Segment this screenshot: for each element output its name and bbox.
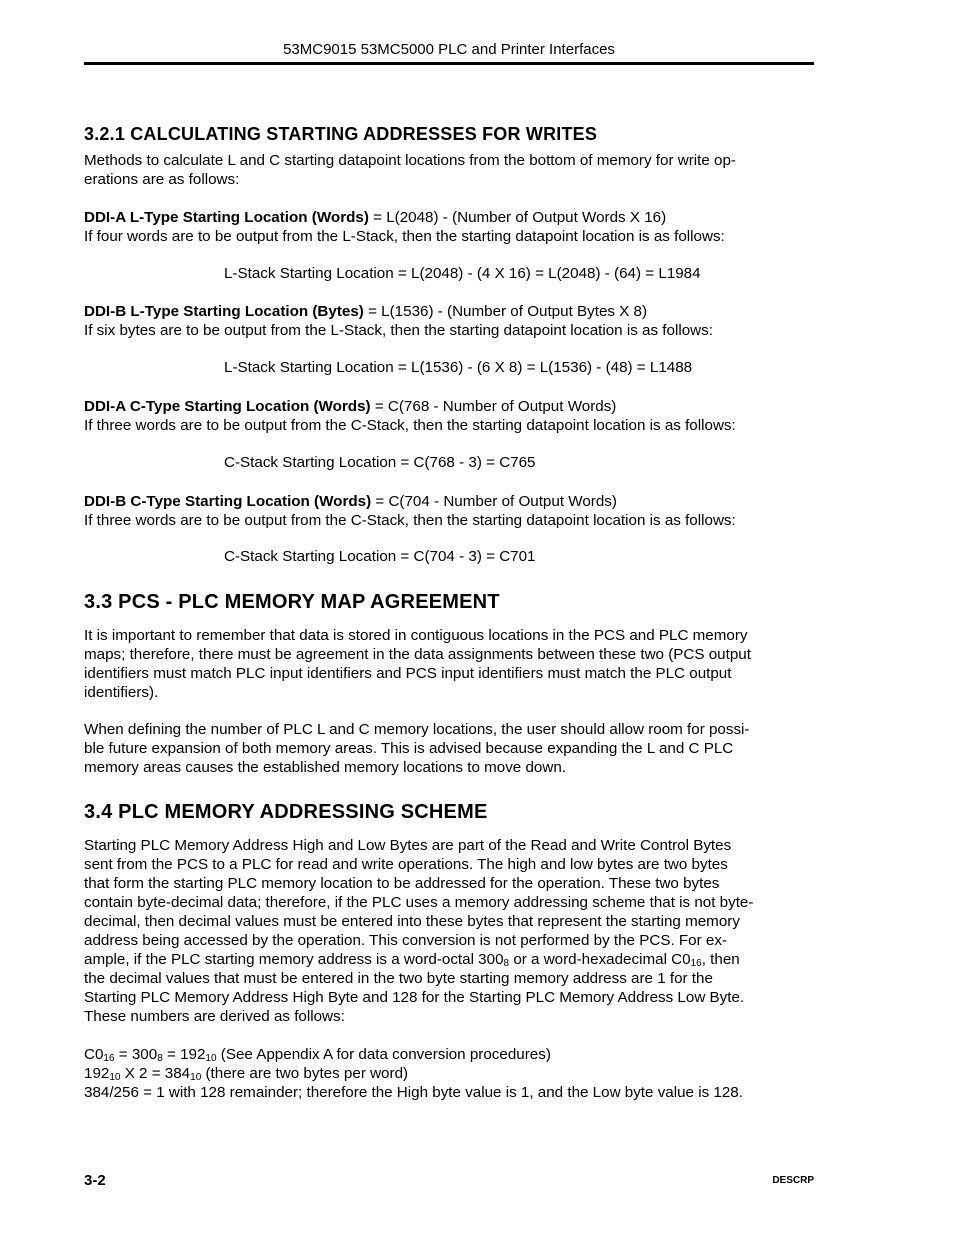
- ddi-b-c-block: [84, 492, 824, 530]
- conversion-line: 384/256 = 1 with 128 remainder; therefore the High byte value is 1, and the Low byte value is 128.: [84, 1084, 743, 1101]
- text-line: address being accessed by the operation. This conversion is not performed by the PCS. For ex-: [84, 932, 727, 949]
- page-number: 3-2: [84, 1172, 106, 1189]
- ddi-b-l-block: [84, 302, 824, 340]
- text-line: Methods to calculate L and C starting datapoint locations from the bottom of memory for write op-: [84, 152, 736, 169]
- page-header: 53MC9015 53MC5000 PLC and Printer Interfaces: [283, 41, 615, 58]
- formula: = L(1536) - (Number of Output Bytes X 8): [363, 303, 648, 320]
- text-line: the decimal values that must be entered in the two byte starting memory address are 1 for the: [84, 970, 713, 987]
- equation: L-Stack Starting Location = L(2048) - (4 X 16) = L(2048) - (64) = L1984: [224, 265, 701, 282]
- text-line: If four words are to be output from the L-Stack, then the starting datapoint location is as follows:: [84, 228, 725, 245]
- paragraph: [84, 836, 824, 1026]
- ddi-a-l-block: [84, 208, 824, 246]
- formula: = C(704 - Number of Output Words): [371, 493, 617, 510]
- text-line: memory areas causes the established memory locations to move down.: [84, 759, 567, 776]
- text-line: These numbers are derived as follows:: [84, 1008, 345, 1025]
- text-line: erations are as follows:: [84, 171, 240, 188]
- section-heading-3-4: 3.4 PLC MEMORY ADDRESSING SCHEME: [84, 801, 488, 823]
- text-line: sent from the PCS to a PLC for read and write operations. The high and low bytes are two bytes: [84, 856, 728, 873]
- section-heading-3-3: 3.3 PCS - PLC MEMORY MAP AGREEMENT: [84, 591, 500, 613]
- equation: C-Stack Starting Location = C(768 - 3) = C765: [224, 454, 536, 471]
- text-line: contain byte-decimal data; therefore, if the PLC uses a memory addressing scheme that is not byte-: [84, 894, 754, 911]
- paragraph: [84, 720, 824, 777]
- paragraph: [84, 626, 824, 702]
- text-line: Starting PLC Memory Address High and Low Bytes are part of the Read and Write Control Bytes: [84, 837, 732, 854]
- text-line: If six bytes are to be output from the L-Stack, then the starting datapoint location is as follows:: [84, 322, 713, 339]
- formula: = L(2048) - (Number of Output Words X 16): [368, 209, 667, 226]
- text-line: It is important to remember that data is stored in contiguous locations in the PCS and PLC memory: [84, 627, 748, 644]
- text-line: that form the starting PLC memory location to be addressed for the operation. These two bytes: [84, 875, 720, 892]
- conversion-steps: [84, 1045, 824, 1102]
- text-line: If three words are to be output from the C-Stack, then the starting datapoint location is as follows:: [84, 417, 736, 434]
- text-line: decimal, then decimal values must be entered into these bytes that represent the starting memory: [84, 913, 740, 930]
- text-line: identifiers).: [84, 684, 159, 701]
- conversion-line: $192_{10}$ X $2 = 384_{10}$ (there are two bytes per word): [84, 1065, 409, 1083]
- document-code: DESCRP: [772, 1175, 814, 1186]
- text-line: When defining the number of PLC L and C memory locations, the user should allow room for possi-: [84, 721, 750, 738]
- term-label: DDI-A C-Type Starting Location (Words): [84, 398, 371, 415]
- ddi-a-c-block: [84, 397, 824, 435]
- conversion-line: $C0_{16} = 300_8 = 192_{10}$ (See Appendix A for data conversion procedures): [84, 1046, 551, 1064]
- equation: L-Stack Starting Location = L(1536) - (6 X 8) = L(1536) - (48) = L1488: [224, 359, 693, 376]
- term-label: DDI-B C-Type Starting Location (Words): [84, 493, 372, 510]
- text-line: Starting PLC Memory Address High Byte and 128 for the Starting PLC Memory Address Low Byte.: [84, 989, 745, 1006]
- text-line: If three words are to be output from the C-Stack, then the starting datapoint location is as follows:: [84, 512, 736, 529]
- paragraph: [84, 151, 824, 189]
- text-line: maps; therefore, there must be agreement in the data assignments between these two (PCS output: [84, 646, 751, 663]
- text-line: ample, if the PLC starting memory address is a word-octal $300_8$ or a word-hexadecimal $C0_{16}$, then: [84, 951, 740, 969]
- section-heading-3-2-1: 3.2.1 CALCULATING STARTING ADDRESSES FOR WRITES: [84, 124, 598, 144]
- term-label: DDI-A L-Type Starting Location (Words): [84, 209, 369, 226]
- text-line: identifiers must match PLC input identifiers and PCS input identifiers must match the PLC output: [84, 665, 732, 682]
- equation: C-Stack Starting Location = C(704 - 3) = C701: [224, 548, 536, 565]
- header-rule: [84, 62, 814, 65]
- text-line: ble future expansion of both memory areas. This is advised because expanding the L and C PLC: [84, 740, 734, 757]
- term-label: DDI-B L-Type Starting Location (Bytes): [84, 303, 364, 320]
- formula: = C(768 - Number of Output Words): [370, 398, 617, 415]
